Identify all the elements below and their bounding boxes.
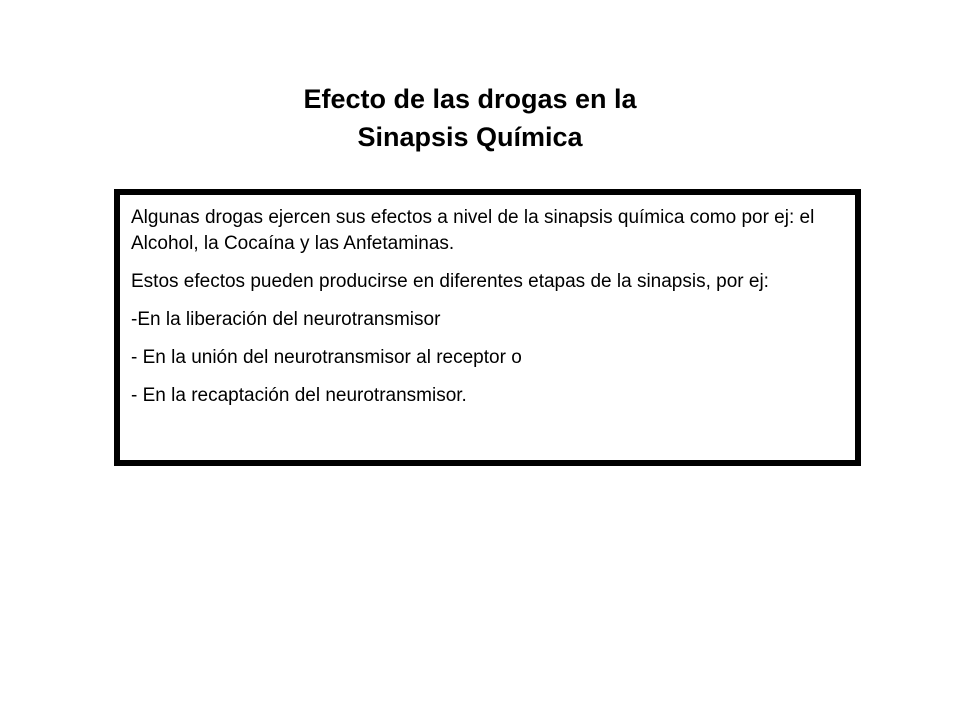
content-box [114, 189, 861, 466]
stages-paragraph: Estos efectos pueden producirse en diferentes etapas de la sinapsis, por ej: [131, 271, 769, 292]
bullet-recaptacion: - En la recaptación del neurotransmisor. [131, 385, 467, 406]
content-text [131, 205, 845, 421]
bullet-liberacion: -En la liberación del neurotransmisor [131, 309, 441, 330]
bullet-union: - En la unión del neurotransmisor al receptor o [131, 347, 522, 368]
slide-title [140, 80, 800, 156]
title-line-2: Sinapsis Química [357, 122, 583, 152]
intro-paragraph: Algunas drogas ejercen sus efectos a nivel de la sinapsis química como por ej: el Alcohol, la Cocaína y las Anfetaminas. [131, 207, 815, 254]
title-line-1: Efecto de las drogas en la [303, 84, 637, 114]
